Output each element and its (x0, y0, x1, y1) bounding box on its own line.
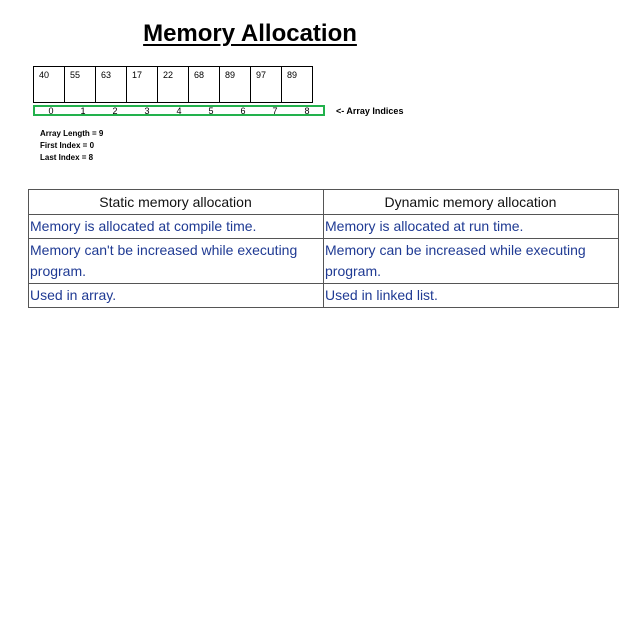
array-length-text: Array Length = 9 (40, 129, 104, 138)
array-cell: 63 (95, 66, 127, 103)
table-row (29, 239, 619, 284)
table-row (29, 215, 619, 239)
array-cell: 40 (33, 66, 65, 103)
table-cell: Memory can be increased while executing program. (324, 239, 619, 284)
table-row (29, 284, 619, 308)
array-indices-label: <- Array Indices (336, 106, 404, 116)
array-cell: 68 (188, 66, 220, 103)
array-index: 5 (208, 106, 214, 116)
array-cell: 89 (281, 66, 313, 103)
array-index: 1 (80, 106, 86, 116)
first-index-text: First Index = 0 (40, 141, 95, 150)
array-index: 4 (176, 106, 182, 116)
table-cell: Memory is allocated at run time. (324, 215, 619, 239)
array-cell: 17 (126, 66, 158, 103)
column-header-static: Static memory allocation (29, 190, 324, 215)
column-header-dynamic: Dynamic memory allocation (324, 190, 619, 215)
array-index: 7 (272, 106, 278, 116)
array-index: 6 (240, 106, 246, 116)
array-cell: 55 (64, 66, 96, 103)
comparison-table (28, 189, 619, 308)
table-cell: Used in linked list. (324, 284, 619, 308)
page-title: Memory Allocation (143, 20, 357, 47)
last-index-text: Last Index = 8 (40, 153, 94, 162)
array-values-row (33, 66, 312, 103)
array-index: 2 (112, 106, 118, 116)
array-cell: 22 (157, 66, 189, 103)
array-index: 8 (304, 106, 310, 116)
table-cell: Memory can't be increased while executing program. (29, 239, 324, 284)
table-cell: Memory is allocated at compile time. (29, 215, 324, 239)
array-index: 0 (48, 106, 54, 116)
table-header-row (29, 190, 619, 215)
array-cell: 97 (250, 66, 282, 103)
array-info (40, 128, 103, 164)
array-cell: 89 (219, 66, 251, 103)
array-indices-row (33, 105, 325, 116)
table-cell: Used in array. (29, 284, 324, 308)
array-index: 3 (144, 106, 150, 116)
